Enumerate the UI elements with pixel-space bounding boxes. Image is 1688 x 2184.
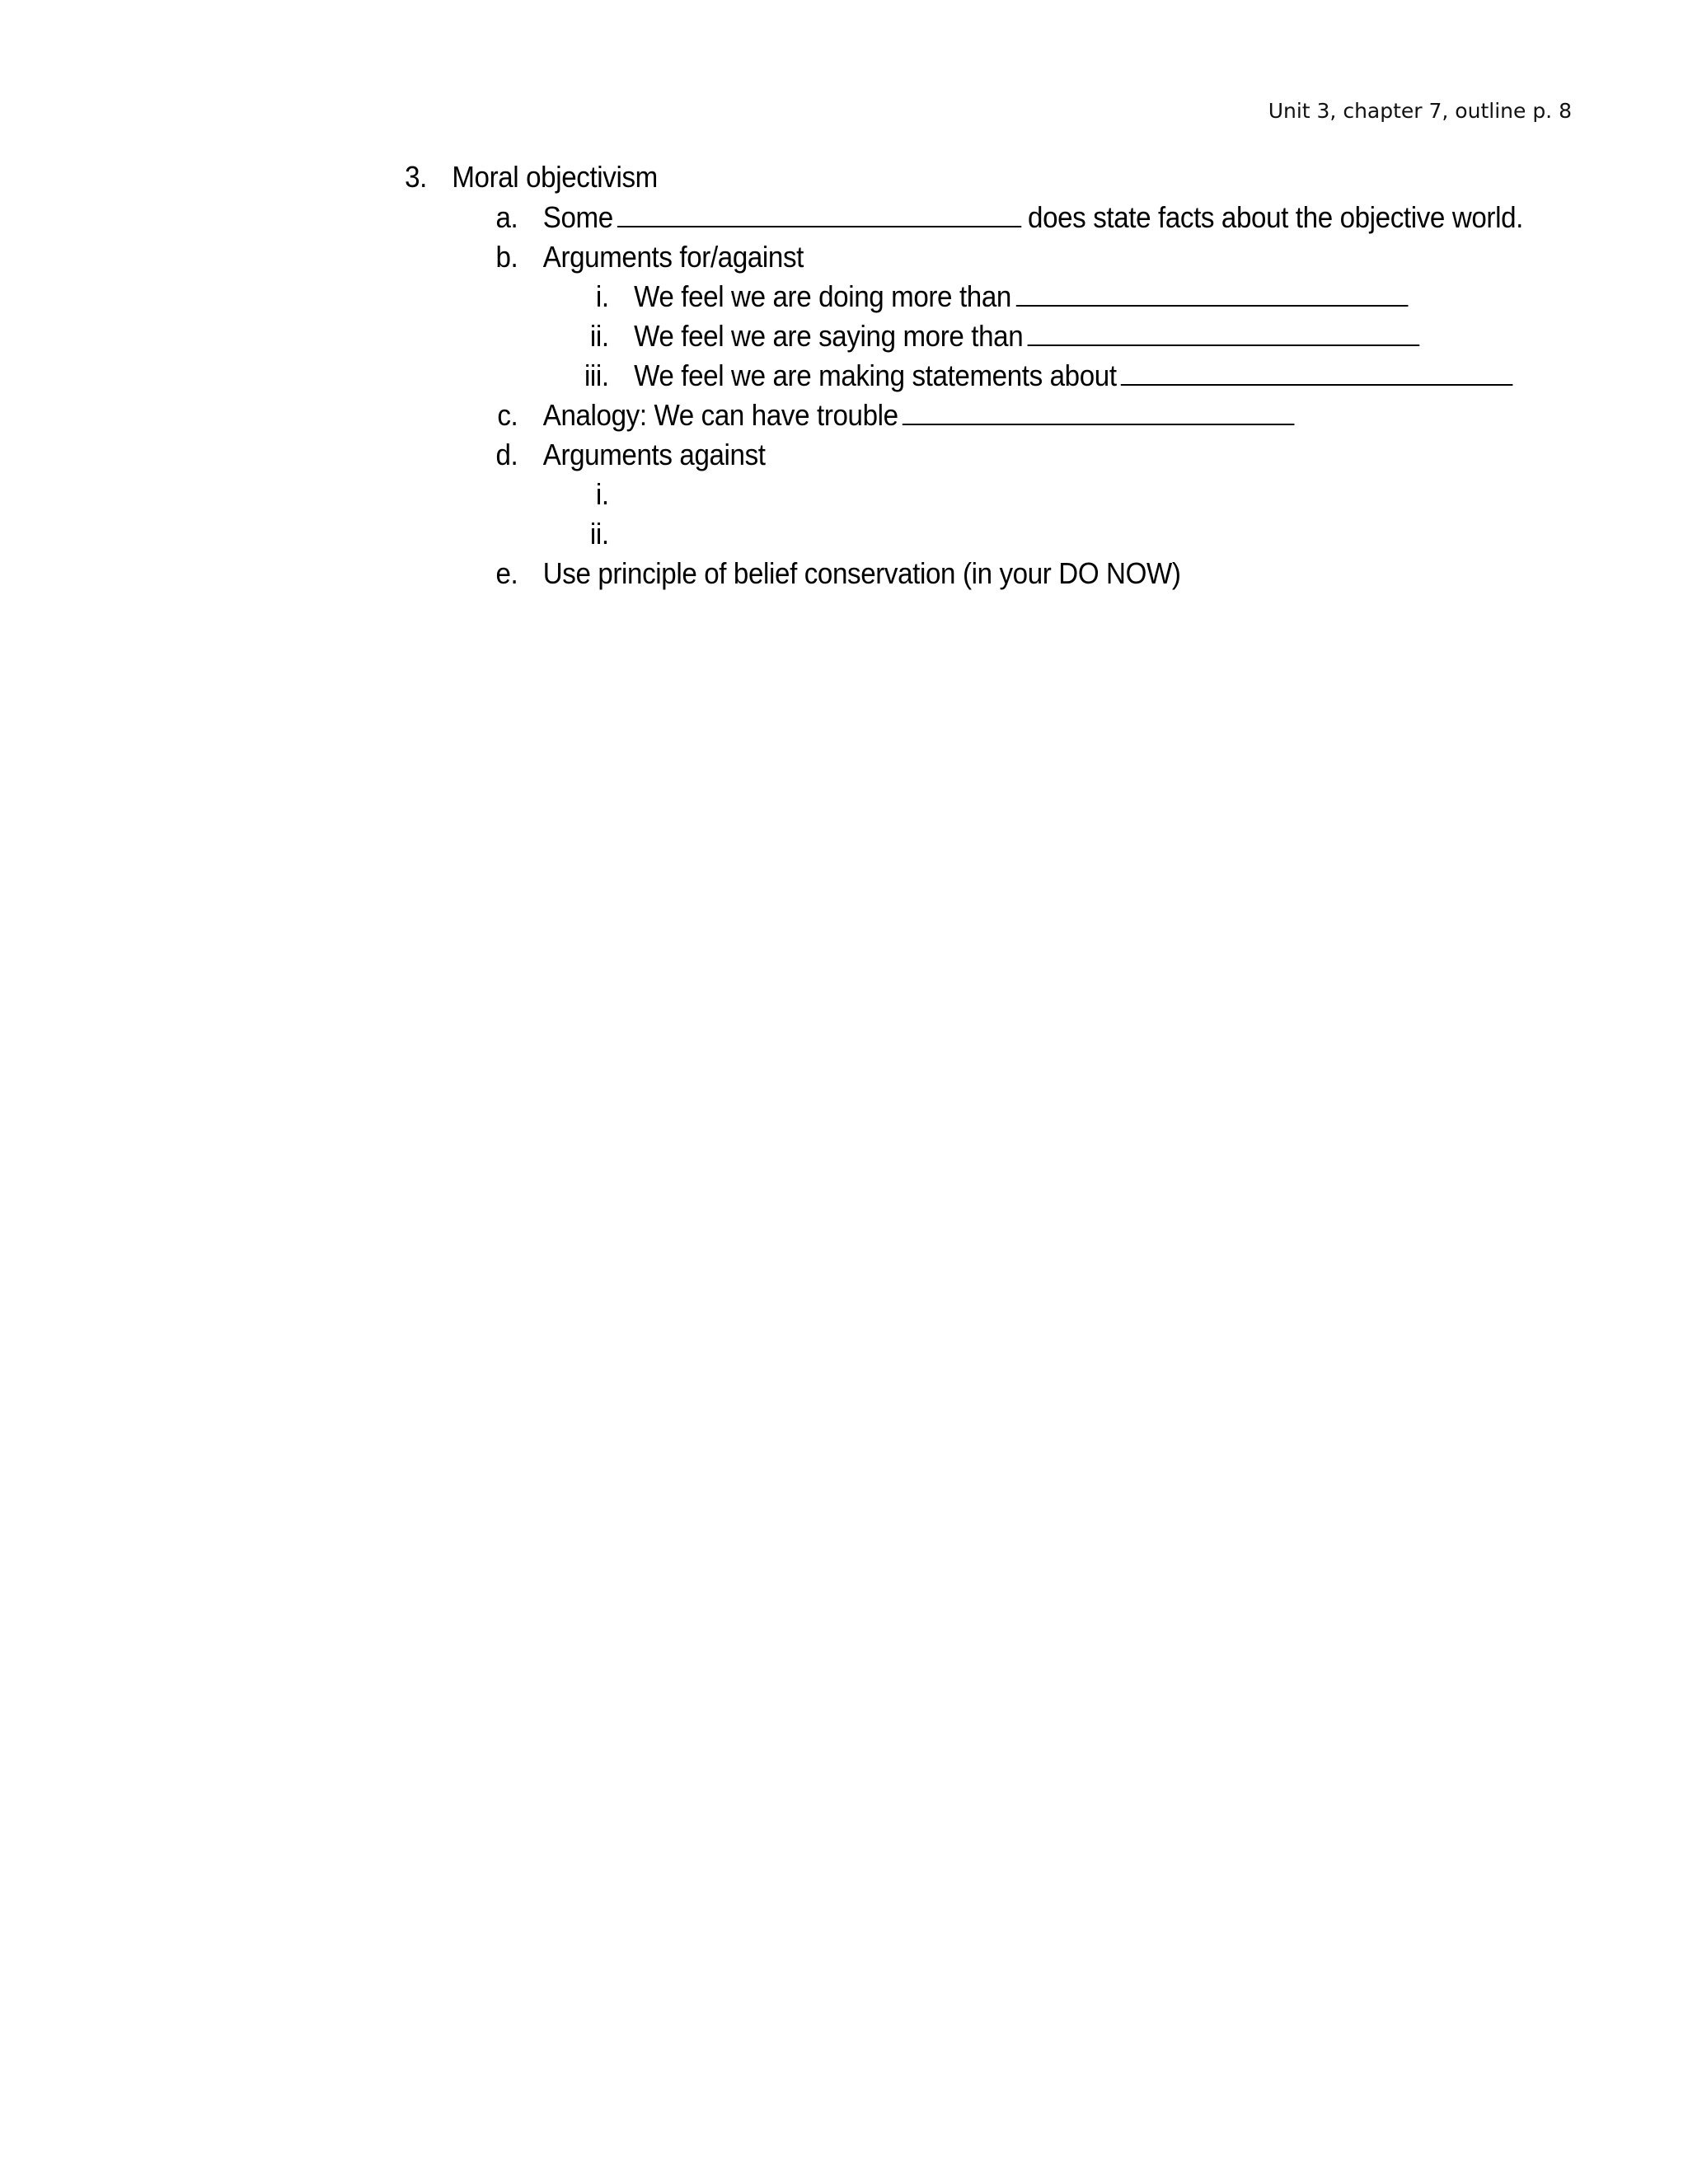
item-a-marker: a. — [495, 200, 518, 234]
item-b-iii-marker: iii. — [584, 359, 609, 392]
item-d-text: Arguments against — [542, 438, 766, 471]
item-a-prefix: Some — [542, 200, 613, 234]
item-e-text: Use principle of belief conservation (in your DO NOW) — [542, 556, 1181, 590]
fill-in-blank-c — [903, 399, 1295, 425]
section-title: Moral objectivism — [452, 160, 658, 194]
item-b-marker: b. — [495, 240, 518, 274]
item-b-i-marker: i. — [595, 279, 609, 313]
item-a-text — [543, 198, 1523, 237]
item-a-suffix: does state facts about the objective world. — [1028, 200, 1523, 234]
item-c-marker: c. — [497, 398, 518, 432]
item-b-ii-label: We feel we are saying more than — [634, 319, 1024, 353]
item-b-i-label: We feel we are doing more than — [634, 279, 1011, 313]
fill-in-blank-b-ii — [1028, 320, 1420, 346]
page-header: Unit 3, chapter 7, outline p. 8 — [1268, 99, 1572, 123]
fill-in-blank-a — [617, 201, 1021, 227]
item-b-ii-marker: ii. — [589, 319, 609, 353]
item-c-text — [543, 396, 1295, 435]
item-d-i-marker: i. — [595, 477, 609, 511]
item-b-text: Arguments for/against — [542, 240, 804, 274]
fill-in-blank-b-i — [1015, 280, 1408, 307]
item-b-iii-text — [634, 356, 1513, 396]
fill-in-blank-b-iii — [1121, 359, 1513, 386]
item-b-i-text — [634, 277, 1408, 316]
section-number: 3. — [405, 160, 427, 194]
item-d-ii-marker: ii. — [589, 517, 609, 551]
item-d-marker: d. — [495, 438, 518, 471]
item-b-ii-text — [634, 316, 1419, 356]
item-c-label: Analogy: We can have trouble — [542, 398, 898, 432]
item-e-marker: e. — [495, 556, 518, 590]
item-b-iii-label: We feel we are making statements about — [634, 359, 1117, 392]
